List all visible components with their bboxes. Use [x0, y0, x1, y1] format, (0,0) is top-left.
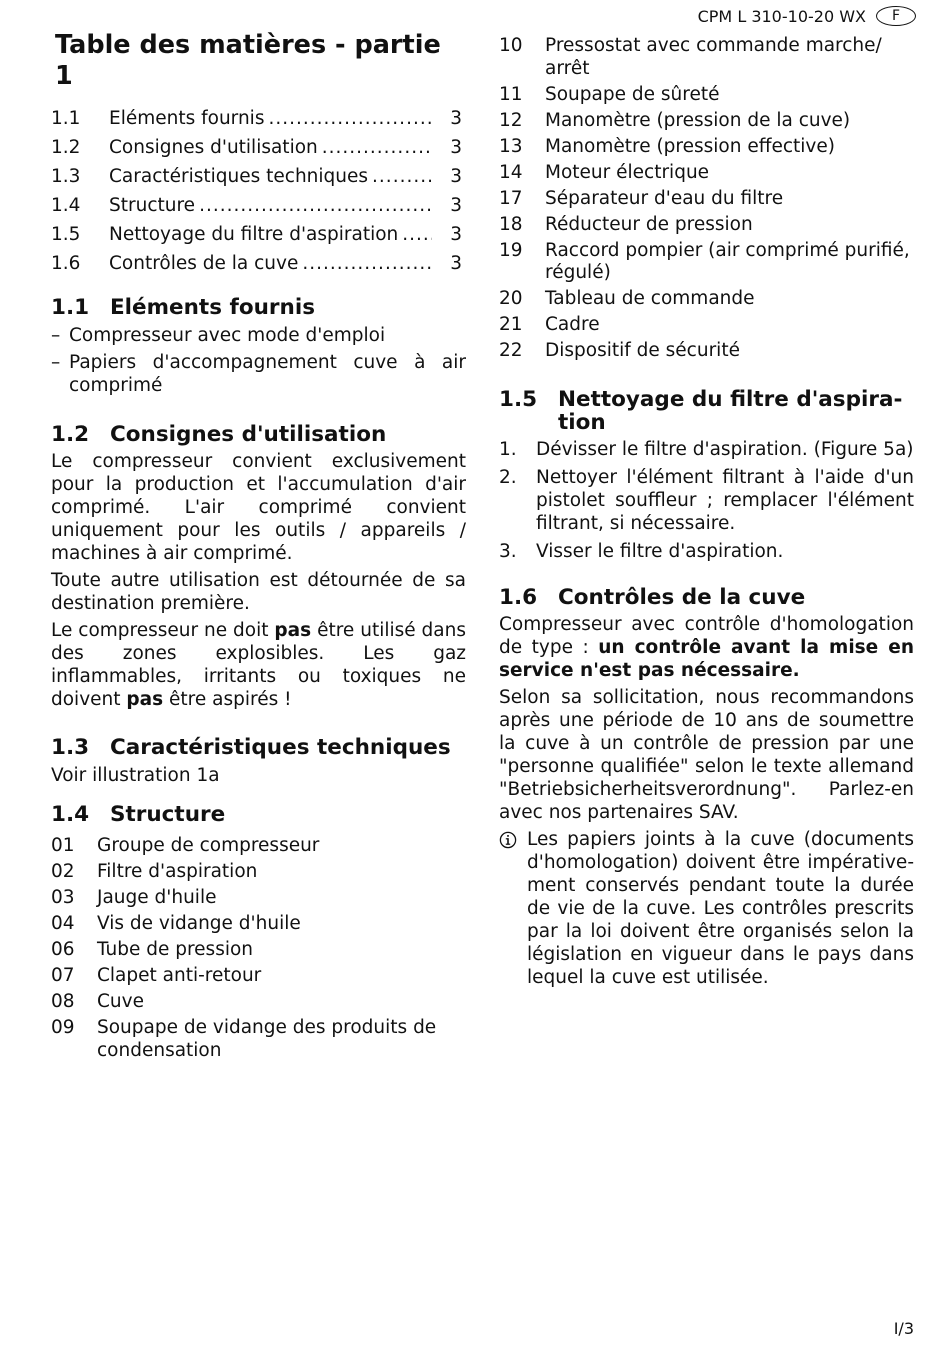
model-number: CPM L 310-10-20 WX: [697, 6, 866, 26]
dot-leader: [264, 104, 432, 133]
list-item: 03 Jauge d'huile: [51, 887, 217, 908]
paragraph: Voir illustration 1a: [51, 765, 220, 786]
toc-entry-label: Consignes d'utilisation: [109, 137, 318, 158]
toc-entry-number: 1.2: [51, 137, 81, 158]
toc-entry-label: Contrôles de la cuve: [109, 253, 299, 274]
list-item: – Compresseur avec mode d'emploi: [51, 325, 386, 346]
list-item: 10 Pressostat avec commande marche/ arrêt: [499, 35, 882, 79]
section-title: Consignes d'utilisation: [110, 422, 387, 447]
section-number: 1.6: [499, 584, 538, 610]
list-item: 13 Manomètre (pression effective): [499, 135, 835, 157]
toc-entry[interactable]: [51, 162, 466, 191]
dot-leader: [298, 249, 432, 278]
left-column: [51, 30, 466, 1062]
paragraph: Le compresseur convient exclusivement pour la production et l'accumulation d'air comprimé. L'air comprimé convient uniquement pour les outils / appareils / machines à air comprimé.: [51, 451, 466, 564]
table-of-contents: [51, 104, 466, 278]
structure-list: [51, 835, 466, 1062]
toc-entry-label: Structure: [109, 195, 196, 216]
toc-entry-number: 1.3: [51, 166, 81, 187]
step-item: 2. Nettoyer l'élément filtrant à l'aide d'un pistolet souffleur ; remplacer l'élément filtrant, si nécessaire.: [499, 466, 914, 534]
emphasis: un contrôle avant la mise en service n'est pas nécessaire.: [499, 636, 914, 681]
language-badge: F: [876, 6, 916, 26]
page-number: I/3: [893, 1319, 914, 1338]
section-title: Contrôles de la cuve: [558, 584, 806, 610]
section-title: Caractéristiques techniques: [110, 735, 451, 760]
list-item: 06 Tube de pression: [51, 939, 254, 960]
list-item: 12 Manomètre (pression de la cuve): [499, 109, 851, 131]
list-item: 18 Réducteur de pression: [499, 213, 753, 235]
toc-entry-number: 1.1: [51, 108, 81, 129]
toc-entry[interactable]: [51, 220, 466, 249]
list-item: 14 Moteur électrique: [499, 161, 710, 183]
page-header: [698, 6, 916, 26]
list-item: 08 Cuve: [51, 991, 144, 1012]
section-number: 1.1: [51, 295, 90, 320]
toc-title: Table des matières - partie 1: [55, 30, 441, 91]
section-heading-1-5: [499, 388, 914, 434]
step-item: 1. Dévisser le filtre d'aspiration. (Figure 5a): [499, 438, 914, 460]
list-item: 01 Groupe de compresseur: [51, 835, 320, 856]
section-heading-1-6: [499, 586, 914, 610]
toc-entry-number: 1.6: [51, 253, 81, 274]
dot-leader: [368, 162, 432, 191]
dot-leader: [398, 220, 432, 249]
cleaning-steps: [499, 438, 914, 563]
info-note: [499, 828, 914, 989]
right-column: [499, 35, 914, 989]
toc-entry[interactable]: [51, 104, 466, 133]
list-item: 04 Vis de vidange d'huile: [51, 913, 301, 934]
info-icon: [499, 828, 527, 989]
section-number: 1.2: [51, 422, 90, 447]
emphasis: pas: [274, 620, 312, 641]
emphasis: pas: [126, 689, 164, 710]
section-number: 1.5: [499, 386, 538, 412]
section-title: Nettoyage du filtre d'aspira- tion: [558, 386, 903, 435]
toc-entry-page: 3: [450, 224, 462, 245]
toc-entry-label: Nettoyage du filtre d'aspiration: [109, 224, 399, 245]
supplied-items-list: [51, 324, 466, 397]
list-item: 19 Raccord pompier (air comprimé purifié, régulé): [499, 239, 910, 283]
section-heading-1-4: [51, 803, 466, 827]
paragraph: Le compresseur ne doit pas être utilisé dans des zones explosibles. Les gaz inflammables, irritants ou toxiques ne doivent pas être aspirés !: [51, 620, 466, 710]
paragraph: Selon sa sollicitation, nous recommandons après une période de 10 ans de soumettre la cuve à un contrôle de pression par une "personne qualifiée" selon le texte allemand "Betriebsicherheitsverordnung". Parlez-en avec nos partenaires SAV.: [499, 686, 914, 823]
section-number: 1.3: [51, 735, 90, 760]
toc-entry-page: 3: [450, 108, 462, 129]
paragraph: Toute autre utilisation est détournée de sa destination première.: [51, 570, 466, 614]
toc-entry-number: 1.5: [51, 224, 81, 245]
toc-entry-page: 3: [450, 253, 462, 274]
dot-leader: [318, 133, 432, 162]
section-heading-1-1: [51, 296, 466, 320]
section-number: 1.4: [51, 802, 90, 827]
list-item: 17 Séparateur d'eau du filtre: [499, 187, 784, 209]
list-item: 22 Dispositif de sécurité: [499, 340, 740, 361]
section-title: Structure: [110, 802, 226, 827]
paragraph: Compresseur avec contrôle d'homologation de type : un contrôle avant la mise en service n'est pas nécessaire.: [499, 613, 914, 681]
toc-entry-page: 3: [450, 195, 462, 216]
list-item: 11 Soupape de sûreté: [499, 83, 720, 105]
toc-entry[interactable]: [51, 249, 466, 278]
toc-entry[interactable]: [51, 133, 466, 162]
list-item: 02 Filtre d'aspiration: [51, 861, 258, 882]
toc-entry-label: Eléments fournis: [109, 108, 265, 129]
list-item: 20 Tableau de commande: [499, 288, 755, 309]
section-title: Eléments fournis: [110, 295, 315, 320]
list-item: 21 Cadre: [499, 314, 600, 335]
list-item: – Papiers d'accompagnement cuve à air comprimé: [51, 352, 466, 396]
step-item: 3. Visser le filtre d'aspiration.: [499, 540, 784, 562]
toc-entry-page: 3: [450, 137, 462, 158]
toc-entry-number: 1.4: [51, 195, 81, 216]
toc-entry-page: 3: [450, 166, 462, 187]
structure-list-continued: [499, 35, 914, 363]
section-heading-1-2: [51, 423, 466, 447]
section-heading-1-3: [51, 736, 466, 760]
list-item: 09 Soupape de vidange des produits de condensation: [51, 1017, 437, 1061]
toc-entry[interactable]: [51, 191, 466, 220]
list-item: 07 Clapet anti-retour: [51, 965, 262, 986]
toc-entry-label: Caractéristiques techniques: [109, 166, 369, 187]
dot-leader: [195, 191, 432, 220]
note-text: Les papiers joints à la cuve (documents d'homologation) doivent être impérativement conservés pendant toute la durée de vie de la cuve. Les contrôles prescrits par la loi doivent être organisés selon la législation en vigueur dans le pays dans lequel la cuve est utilisée.: [527, 828, 914, 988]
